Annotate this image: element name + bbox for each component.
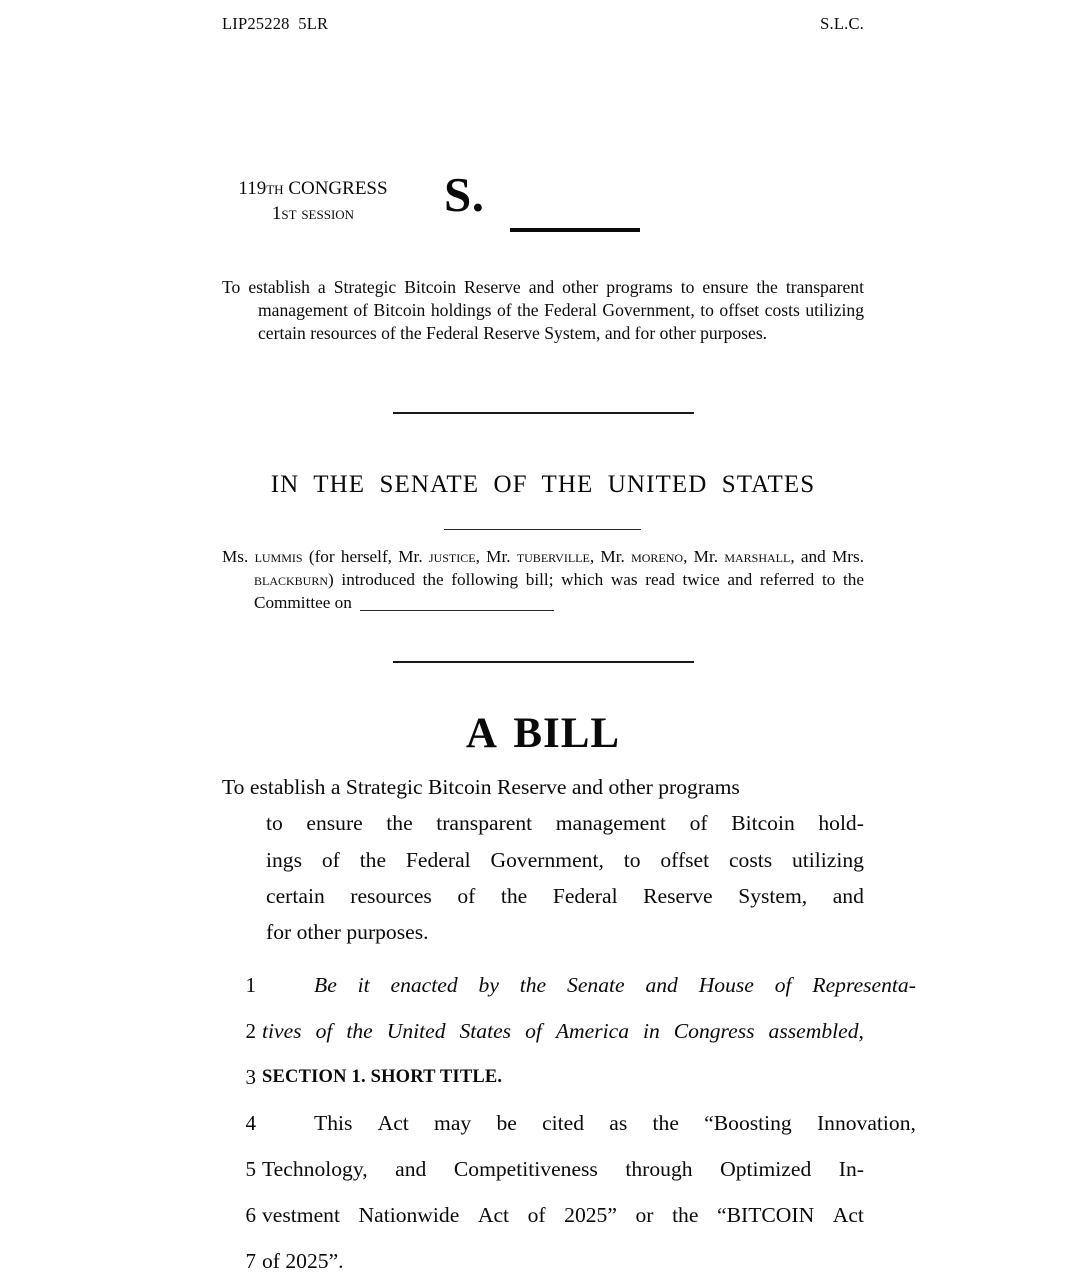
long-title-line-3	[222, 842, 864, 878]
session-numeral: 1	[271, 203, 282, 225]
body-line	[222, 962, 916, 1008]
word: the	[386, 811, 413, 836]
body-line	[222, 1008, 864, 1054]
line-number: 2	[245, 1019, 256, 1043]
word: Act	[477, 1203, 510, 1227]
congress-ordinal-suffix: th	[266, 178, 284, 199]
divider-rule-bottom	[393, 661, 694, 663]
word: United	[386, 1019, 446, 1043]
sponsor-connector-3: , Mr.	[589, 547, 632, 566]
word: enacted	[390, 973, 458, 997]
sponsor-referral-text: ) introduced the following bill; which was read twice and referred to the Committee on	[254, 570, 864, 613]
word: America	[555, 1019, 629, 1043]
word: Act	[377, 1111, 409, 1135]
session-ordinal-suffix: st	[281, 203, 297, 225]
line-words	[262, 1008, 864, 1054]
sponsor-connector-2: , Mr.	[475, 547, 517, 566]
word: it	[357, 973, 370, 997]
bill-number-blank-rule	[510, 228, 640, 232]
word: hold-	[818, 811, 864, 836]
word: Nationwide	[358, 1203, 460, 1227]
word: to	[623, 847, 641, 872]
congress-number	[222, 176, 404, 201]
word: management	[555, 811, 667, 836]
divider-rule-top	[393, 412, 694, 414]
congress-session-block	[222, 176, 404, 226]
word: may	[434, 1111, 472, 1135]
sponsor-name-lummis: lummis	[254, 547, 303, 566]
word: This	[314, 1111, 353, 1135]
document-control-number: LIP25228 5LR	[222, 14, 329, 33]
word: the	[672, 1203, 699, 1227]
word: resources	[350, 883, 432, 908]
purpose-text: To establish a Strategic Bitcoin Reserve and other programs to ensure the transparent management of Bitcoin holdings of the Federal Government, to offset costs utilizing certain resources of the Federal Reserve System, and for other purposes.	[222, 277, 864, 344]
body-line	[222, 1192, 864, 1238]
word: Bitcoin	[731, 811, 795, 836]
word: 2025”	[564, 1203, 617, 1227]
enacting-clause-text	[262, 962, 916, 1008]
long-title-line-3-words	[266, 842, 864, 878]
body-line	[222, 1100, 916, 1146]
purpose-statement	[222, 276, 864, 345]
word: offset	[660, 847, 710, 872]
body-line	[222, 1054, 864, 1100]
word: costs	[728, 847, 773, 872]
line-words	[314, 1100, 916, 1146]
word: ensure	[306, 811, 363, 836]
line-words	[314, 962, 916, 1008]
line-number: 1	[245, 973, 256, 997]
word: transparent	[436, 811, 533, 836]
word: vestment	[262, 1203, 340, 1227]
page-title: A BILL	[465, 710, 621, 757]
word: In-	[838, 1157, 864, 1181]
word: of	[525, 1019, 542, 1043]
word: and	[645, 973, 678, 997]
divider-rule-short	[444, 529, 641, 530]
word: of	[457, 883, 476, 908]
word: “BITCOIN	[717, 1203, 815, 1227]
word: of	[527, 1203, 546, 1227]
line-number: 3	[245, 1065, 256, 1089]
word: Senate	[567, 973, 625, 997]
word: Be	[314, 973, 337, 997]
word: Competitiveness	[453, 1157, 598, 1181]
long-title-line-2	[222, 805, 864, 841]
long-title-line-2-words	[266, 805, 864, 841]
word: cited	[542, 1111, 585, 1135]
long-title-line-1: To establish a Strategic Bitcoin Reserve and other programs	[222, 775, 740, 799]
sponsor-connector-4: , Mr.	[683, 547, 725, 566]
sponsor-connector-1: (for herself, Mr.	[302, 547, 429, 566]
sponsor-name-blackburn: blackburn	[254, 570, 329, 590]
word: assembled,	[768, 1019, 864, 1043]
sponsor-name-moreno: moreno	[631, 547, 684, 566]
line-number: 4	[245, 1111, 256, 1135]
body-line	[222, 1146, 864, 1192]
congress-numeral: 119	[238, 178, 267, 199]
sponsor-prefix-1: Ms.	[222, 547, 255, 566]
sponsor-name-justice: justice	[428, 547, 476, 566]
word: be	[496, 1111, 517, 1135]
word: Congress	[673, 1019, 755, 1043]
word: the	[346, 1019, 373, 1043]
line-number: 6	[245, 1203, 256, 1227]
word: in	[642, 1019, 660, 1043]
word: the	[500, 883, 528, 908]
line-number: 5	[245, 1157, 256, 1181]
word: Federal	[405, 847, 471, 872]
word: the	[652, 1111, 679, 1135]
line-number: 7	[245, 1249, 256, 1273]
long-title-line-5: for other purposes.	[266, 920, 429, 945]
bill-header-block	[222, 167, 864, 248]
session-word: session	[296, 203, 355, 225]
word: utilizing	[792, 847, 864, 872]
word: tives	[262, 1019, 302, 1043]
word: Government,	[490, 847, 604, 872]
word: certain	[266, 883, 325, 908]
word: Optimized	[720, 1157, 812, 1181]
word: Reserve	[643, 883, 713, 908]
word: Innovation,	[816, 1111, 916, 1135]
short-title-text	[262, 1192, 864, 1238]
body-line	[222, 1238, 864, 1284]
word: House	[698, 973, 754, 997]
word: the	[519, 973, 547, 997]
word: of	[321, 847, 340, 872]
sponsor-block	[222, 545, 864, 614]
word: Representa-	[812, 973, 916, 997]
word: Technology,	[262, 1157, 368, 1181]
sponsor-connector-5: , and Mrs.	[790, 547, 865, 566]
congress-word: CONGRESS	[283, 178, 388, 199]
word: ings	[266, 847, 302, 872]
long-title-line-4-words	[266, 878, 864, 914]
long-title-block	[222, 769, 864, 950]
short-title-text	[262, 1100, 916, 1146]
short-title-text: of 2025”.	[262, 1249, 344, 1273]
committee-blank-rule	[360, 610, 554, 611]
word: and	[832, 883, 864, 908]
word: the	[359, 847, 387, 872]
word: “Boosting	[704, 1111, 792, 1135]
word: to	[266, 811, 283, 836]
word: Federal	[552, 883, 618, 908]
sponsor-name-marshall: marshall	[724, 547, 791, 566]
bill-designator: S.	[444, 167, 485, 222]
word: or	[635, 1203, 654, 1227]
sponsor-text	[222, 545, 864, 614]
word: through	[625, 1157, 693, 1181]
line-words	[262, 1146, 864, 1192]
word: and	[395, 1157, 427, 1181]
numbered-body	[222, 962, 916, 1284]
sponsor-name-tuberville: tuberville	[516, 547, 590, 566]
chamber-heading: IN THE SENATE OF THE UNITED STATES	[270, 471, 816, 498]
long-title-line-4	[222, 878, 864, 914]
word: as	[609, 1111, 628, 1135]
line-words	[262, 1192, 864, 1238]
word: System,	[738, 883, 808, 908]
slc-mark: S.L.C.	[820, 14, 864, 33]
running-head	[222, 14, 864, 34]
word: of	[689, 811, 708, 836]
short-title-text	[262, 1146, 864, 1192]
word: Act	[832, 1203, 864, 1227]
word: States	[459, 1019, 512, 1043]
enacting-clause-text	[262, 1008, 864, 1054]
word: by	[478, 973, 499, 997]
word: of	[774, 973, 792, 997]
word: of	[315, 1019, 333, 1043]
session-number	[222, 201, 404, 226]
section-heading: SECTION 1. SHORT TITLE.	[262, 1067, 503, 1087]
